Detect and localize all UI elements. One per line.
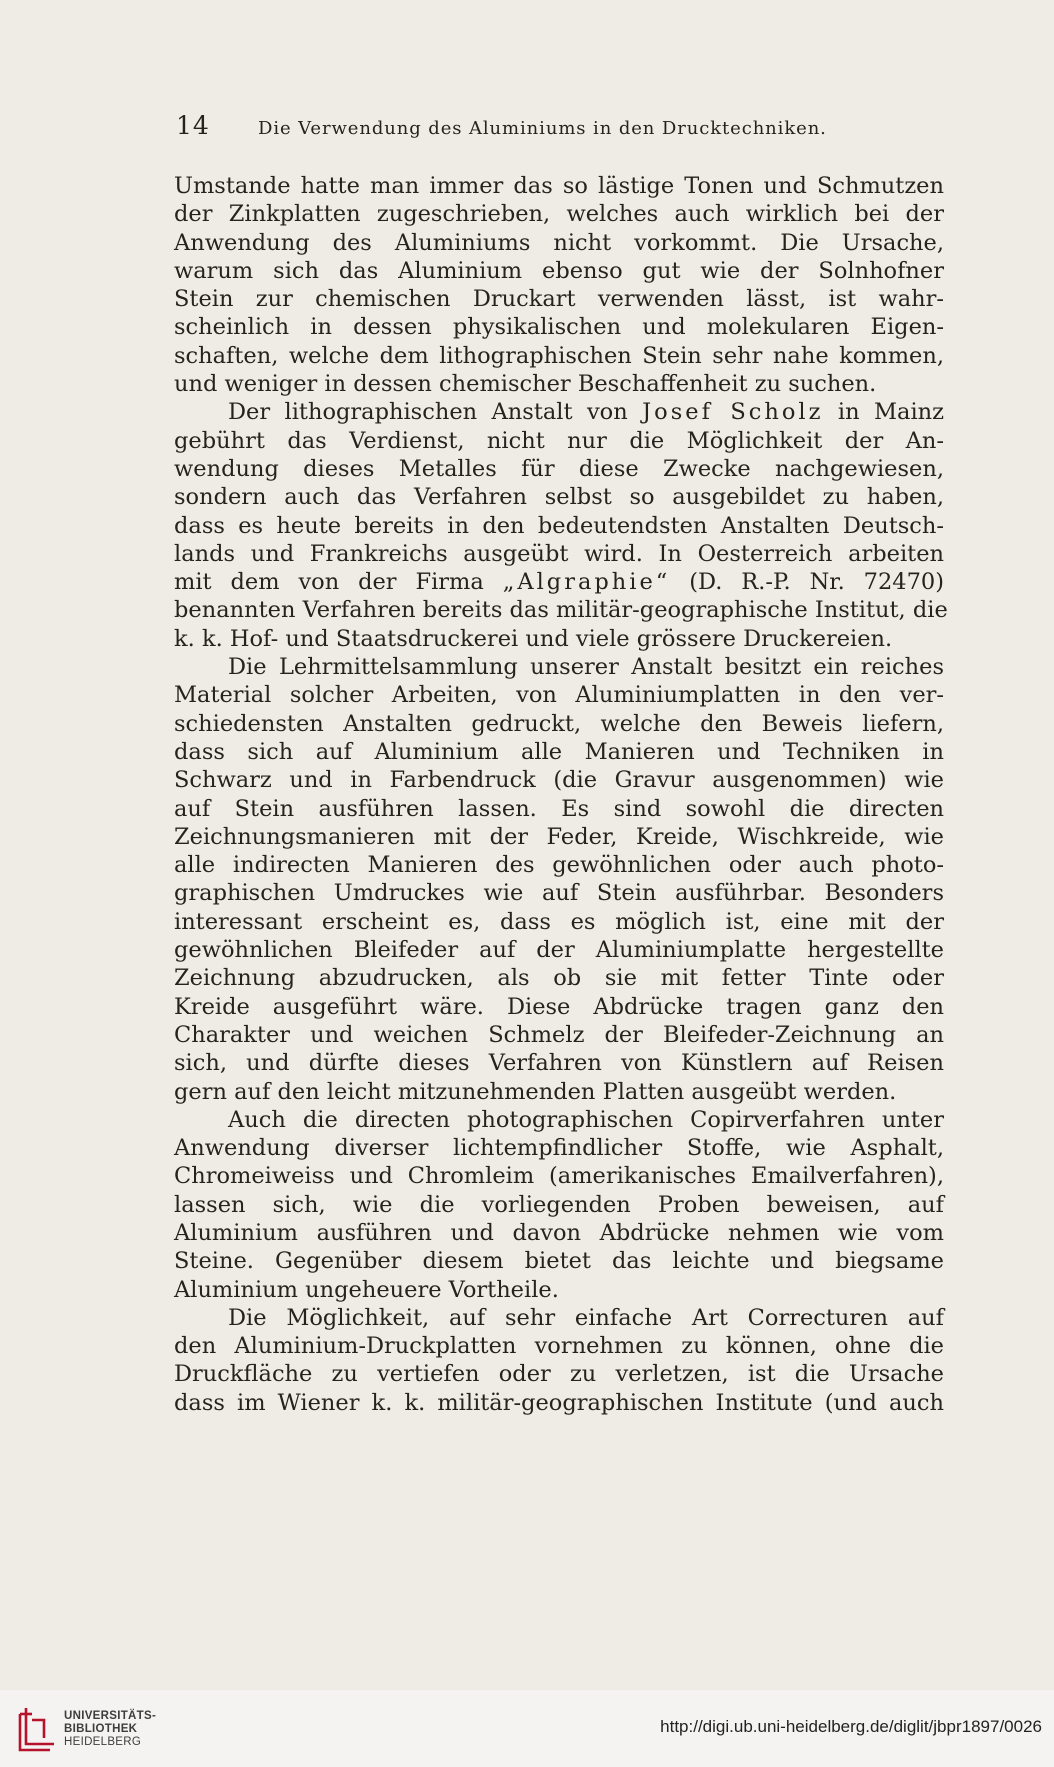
paragraph-1 xyxy=(174,172,944,398)
text-line: Druckfläche zu vertiefen oder zu verletzen, ist die Ursache xyxy=(174,1361,944,1388)
text-line: Chromeiweiss und Chromleim (amerikanisches Emailverfahren), xyxy=(174,1163,944,1190)
paragraph-5 xyxy=(174,1304,944,1417)
text-line: Zeichnung abzudrucken, als ob sie mit fetter Tinte oder xyxy=(174,965,944,992)
text-line: lassen sich, wie die vorliegenden Proben beweisen, auf xyxy=(174,1191,944,1218)
paragraph-4 xyxy=(174,1106,944,1304)
text-line: Die Möglichkeit, auf sehr einfache Art Correcturen auf xyxy=(228,1304,944,1331)
page-number: 14 xyxy=(176,111,210,140)
library-name-line: BIBLIOTHEK xyxy=(64,1723,138,1735)
paragraph-3 xyxy=(174,653,944,1106)
text-line: schaften, welche dem lithographischen Stein sehr nahe kommen, xyxy=(174,342,944,369)
text-line: Umstande hatte man immer das so lästige Tonen und Schmutzen xyxy=(174,173,944,199)
text-line: graphischen Umdruckes wie auf Stein ausführbar. Besonders xyxy=(174,880,944,907)
text-line: alle indirecten Manieren des gewöhnlichen oder auch photo- xyxy=(174,852,944,879)
text-line xyxy=(174,398,944,426)
text-line: Aluminium ausführen und davon Abdrücke nehmen wie vom xyxy=(174,1219,944,1246)
spaced-name: „Algraphie“ xyxy=(502,569,671,596)
text-line: warum sich das Aluminium ebenso gut wie der Solnhofner xyxy=(174,257,944,284)
text-line: der Zinkplatten zugeschrieben, welches auch wirklich bei der xyxy=(174,201,944,228)
text-line: Stein zur chemischen Druckart verwenden lässt, ist wahr- xyxy=(174,286,944,313)
text-line: Anwendung diverser lichtempfindlicher Stoffe, wie Asphalt, xyxy=(174,1135,944,1162)
text-line: Zeichnungsmanieren mit der Feder, Kreide, Wischkreide, wie xyxy=(174,823,944,850)
library-name-line: UNIVERSITÄTS- xyxy=(64,1710,157,1722)
text-line: Kreide ausgeführt wäre. Diese Abdrücke tragen ganz den xyxy=(174,993,944,1020)
text-line: sich, und dürfte dieses Verfahren von Künstlern auf Reisen xyxy=(174,1050,944,1077)
text-line: Steine. Gegenüber diesem bietet das leichte und biegsame xyxy=(174,1248,944,1275)
text-line: gewöhnlichen Bleifeder auf der Aluminiumplatte hergestellte xyxy=(174,937,944,964)
text-line: Schwarz und in Farbendruck (die Gravur ausgenommen) wie xyxy=(174,767,944,794)
text-line: Auch die directen photographischen Copirverfahren unter xyxy=(228,1106,944,1133)
text-line: Anwendung des Aluminiums nicht vorkommt. Die Ursache, xyxy=(174,229,944,256)
heidelberg-library-logo-icon xyxy=(12,1704,58,1756)
running-head: Die Verwendung des Aluminiums in den Drucktechniken. xyxy=(258,118,827,139)
text-line: Charakter und weichen Schmelz der Bleifeder-Zeichnung an xyxy=(174,1021,944,1048)
text-segment: (D. R.-P. Nr. 72470) xyxy=(689,569,944,596)
text-line: wendung dieses Metalles für diese Zwecke nachgewiesen, xyxy=(174,455,944,482)
text-line: scheinlich in dessen physikalischen und molekularen Eigen- xyxy=(174,314,944,341)
text-line: dass sich auf Aluminium alle Manieren und Techniken in xyxy=(174,738,944,765)
text-line: den Aluminium-Druckplatten vornehmen zu können, ohne die xyxy=(174,1333,944,1360)
text-line: lands und Frankreichs ausgeübt wird. In Oesterreich arbeiten xyxy=(174,540,944,567)
text-segment: in Mainz xyxy=(837,399,945,426)
text-line: interessant erscheint es, dass es möglich ist, eine mit der xyxy=(174,908,944,935)
text-line: dass im Wiener k. k. militär-geographischen Institute (und auch xyxy=(174,1389,944,1416)
text-line: dass es heute bereits in den bedeutendsten Anstalten Deutsch- xyxy=(174,512,944,539)
text-segment: Der lithographischen Anstalt von xyxy=(228,399,628,426)
text-line: gebührt das Verdienst, nicht nur die Möglichkeit der An- xyxy=(174,427,944,454)
body-text xyxy=(174,172,948,1417)
text-line: Die Lehrmittelsammlung unserer Anstalt besitzt ein reiches xyxy=(228,654,944,681)
text-line: Material solcher Arbeiten, von Aluminiumplatten in den ver- xyxy=(174,682,944,709)
text-line: sondern auch das Verfahren selbst so ausgebildet zu haben, xyxy=(174,484,944,511)
library-name-line: HEIDELBERG xyxy=(64,1736,142,1748)
text-segment: mit dem von der Firma xyxy=(174,569,484,596)
text-line: benannten Verfahren bereits das militär-geographische Institut, die xyxy=(174,597,948,624)
text-line: gern auf den leicht mitzunehmenden Platten ausgeübt werden. xyxy=(174,1078,897,1105)
text-line: Aluminium ungeheuere Vortheile. xyxy=(174,1276,559,1303)
digitization-footer xyxy=(0,1690,1054,1767)
spaced-name: Josef Scholz xyxy=(642,399,824,426)
source-url-link[interactable]: http://digi.ub.uni-heidelberg.de/diglit/jbpr1897/0026 xyxy=(660,1717,1042,1736)
text-line: und weniger in dessen chemischer Beschaffenheit zu suchen. xyxy=(174,371,877,398)
text-line: schiedensten Anstalten gedruckt, welche den Beweis liefern, xyxy=(174,710,944,737)
text-line: k. k. Hof- und Staatsdruckerei und viele grössere Druckereien. xyxy=(174,625,893,652)
page-header xyxy=(176,111,944,147)
text-line: auf Stein ausführen lassen. Es sind sowohl die directen xyxy=(174,795,944,822)
library-name xyxy=(64,1710,156,1749)
paragraph-2 xyxy=(174,398,948,653)
text-line xyxy=(174,568,944,596)
